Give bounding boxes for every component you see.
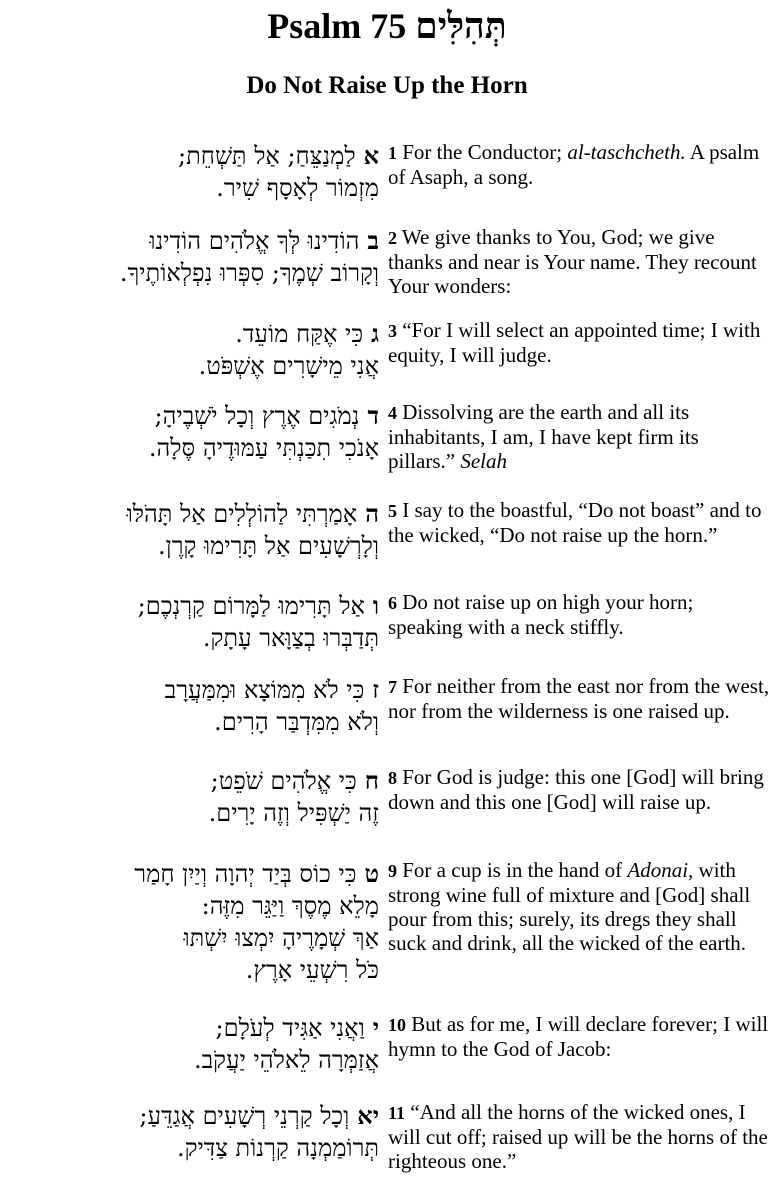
hebrew-line xyxy=(0,257,379,289)
hebrew-line xyxy=(0,706,379,738)
hebrew-line xyxy=(0,498,379,530)
hebrew-text: אָנֹכִי תִכַּנְתִּי עַמּוּדֶיהָ סֶּלָה. xyxy=(148,434,379,462)
verse-text-continued: with strong wine full of mixture and [God] shall pour from this; surely, its dregs they shall suck and drink, all the wicked of the earth. xyxy=(388,858,751,955)
hebrew-text: זֶה יַשְׁפִּיל וְזֶה יָרִים. xyxy=(208,799,379,827)
verse-text: For neither from the east nor from the west, nor from the wilderness is one raised up. xyxy=(388,674,770,723)
hebrew-line xyxy=(0,858,379,890)
hebrew-line xyxy=(0,765,379,797)
verse-english xyxy=(388,674,770,723)
hebrew-line xyxy=(0,1044,379,1076)
hebrew-text: וְלֹא מִמִּדְבַּר הָרִים. xyxy=(214,708,379,736)
verse-letter: י xyxy=(372,1013,379,1042)
title-english: Psalm 75 xyxy=(267,6,407,46)
hebrew-line xyxy=(0,225,379,257)
hebrew-text: וְקָרוֹב שְׁמֶךָ; סִפְּרוּ נִפְלְאוֹתֶיךָ. xyxy=(119,259,379,287)
hebrew-text: לַמְנַצֵּחַ; אַל תַּשְׁחֵת; xyxy=(178,142,356,170)
verse-hebrew xyxy=(0,1012,379,1076)
hebrew-text: הוֹדִינוּ לְּךָ אֱלֹהִים הוֹדִינוּ xyxy=(149,227,360,255)
hebrew-line xyxy=(0,350,379,382)
verse-number: 10 xyxy=(388,1015,406,1035)
hebrew-text: מִזְמוֹר לְאָסָף שִׁיר. xyxy=(216,174,379,202)
verse-english xyxy=(388,1100,770,1173)
page-subtitle: Do Not Raise Up the Horn xyxy=(246,72,528,99)
verse-text: “And all the horns of the wicked ones, I will cut off; raised up will be the horns of the righteous one.” xyxy=(388,1100,768,1173)
hebrew-line xyxy=(0,172,379,204)
hebrew-text: וְלָרְשָׁעִים אַל תָּרִימוּ קָרֶן. xyxy=(158,532,379,560)
verse-number: 9 xyxy=(388,861,397,881)
verse-hebrew xyxy=(0,498,379,562)
verse-text: Do not raise up on high your horn; speaking with a neck stiffly. xyxy=(388,590,694,639)
verse-english xyxy=(388,1012,770,1061)
verse-text: Dissolving are the earth and all its inhabitants, I am, I have kept firm its pillars.” xyxy=(388,400,699,473)
verse-english xyxy=(388,498,770,547)
verse-hebrew xyxy=(0,590,379,654)
verse-hebrew xyxy=(0,858,379,986)
hebrew-text: כִּי כוֹס בְּיַד יְהוָה וְיַיִן חָמַר xyxy=(134,860,357,888)
verse-text: I say to the boastful, “Do not boast” and to the wicked, “Do not raise up the horn.” xyxy=(388,498,762,547)
verse-english xyxy=(388,765,770,814)
verse-letter: ח xyxy=(364,766,379,795)
hebrew-line xyxy=(0,797,379,829)
verse-letter: ב xyxy=(367,226,379,255)
hebrew-line xyxy=(0,432,379,464)
hebrew-text: כֹּל רִשְׁעֵי אָרֶץ. xyxy=(245,956,379,984)
verse-text: For God is judge: this one [God] will bring down and this one [God] will raise up. xyxy=(388,765,764,814)
verse-english xyxy=(388,225,770,298)
hebrew-text: כִּי אֱלֹהִים שֹׁפֵט; xyxy=(210,767,357,795)
hebrew-line xyxy=(0,890,379,922)
verse-letter: א xyxy=(363,141,379,170)
verse-hebrew xyxy=(0,1100,379,1164)
verse-text-italic: al-taschcheth. xyxy=(567,140,686,164)
hebrew-line xyxy=(0,530,379,562)
verse-hebrew xyxy=(0,318,379,382)
hebrew-line xyxy=(0,922,379,954)
verse-english xyxy=(388,318,770,367)
verse-text: But as for me, I will declare forever; I will hymn to the God of Jacob: xyxy=(388,1012,769,1061)
hebrew-line xyxy=(0,1012,379,1044)
hebrew-text: אֲנִי מֵישָׁרִים אֶשְׁפֹּט. xyxy=(198,352,379,380)
verse-hebrew xyxy=(0,225,379,289)
verse-number: 1 xyxy=(388,143,397,163)
hebrew-line xyxy=(0,140,379,172)
verse-english xyxy=(388,140,770,189)
verse-number: 2 xyxy=(388,228,397,248)
hebrew-text: תְּדַבְּרוּ בְצַוָּאר עָתָק. xyxy=(202,624,379,652)
hebrew-text: אֲזַמְּרָה לֵאלֹהֵי יַעֲקֹב. xyxy=(193,1046,379,1074)
hebrew-text: נְמֹגִים אֶרֶץ וְכָל יֹשְׁבֶיהָ; xyxy=(154,402,360,430)
hebrew-line xyxy=(0,318,379,350)
verse-hebrew xyxy=(0,400,379,464)
verse-text: For the Conductor; xyxy=(397,140,568,164)
verse-hebrew xyxy=(0,674,379,738)
verse-english xyxy=(388,858,770,955)
hebrew-text: מָלֵא מֶסֶךְ וַיַּגֵּר מִזֶּה: xyxy=(201,892,379,920)
hebrew-text: אָמַרְתִּי לַהוֹלְלִים אַל תָּהֹלּוּ xyxy=(126,500,358,528)
verse-number: 8 xyxy=(388,768,397,788)
verse-text-italic: Selah xyxy=(460,449,507,473)
verse-letter: ה xyxy=(365,499,379,528)
page-title xyxy=(0,4,774,48)
hebrew-text: תְּרוֹמַמְנָה קַרְנוֹת צַדִּיק. xyxy=(177,1134,379,1162)
verse-english xyxy=(388,590,770,639)
verse-number: 6 xyxy=(388,593,397,613)
verse-number: 5 xyxy=(388,501,397,521)
verse-number: 4 xyxy=(388,403,397,423)
verse-text: We give thanks to You, God; we give thanks and near is Your name. They recount Your wonders: xyxy=(388,225,757,298)
verse-letter: ג xyxy=(371,319,379,348)
verse-text-continued: A psalm of Asaph, a song. xyxy=(388,140,760,189)
hebrew-text: כִּי לֹא מִמּוֹצָא וּמִמַּעֲרָב xyxy=(164,676,365,704)
verse-hebrew xyxy=(0,765,379,829)
hebrew-text: אַל תָּרִימוּ לַמָּרוֹם קַרְנְכֶם; xyxy=(137,592,365,620)
hebrew-text: כִּי אֶקַּח מוֹעֵד. xyxy=(235,320,364,348)
hebrew-text: אַךְ שְׁמָרֶיהָ יִמְצוּ יִשְׁתּוּ xyxy=(183,924,379,952)
verse-text: “For I will select an appointed time; I with equity, I will judge. xyxy=(388,318,761,367)
hebrew-line xyxy=(0,1132,379,1164)
verse-letter: ט xyxy=(364,859,379,888)
verse-letter: ז xyxy=(372,675,379,704)
hebrew-line xyxy=(0,1100,379,1132)
title-hebrew: תְּהִלִּים xyxy=(415,5,507,47)
hebrew-line xyxy=(0,954,379,986)
hebrew-text: וְכָל קַרְנֵי רְשָׁעִים אֲגַדֵּעַ; xyxy=(139,1102,350,1130)
hebrew-line xyxy=(0,590,379,622)
verse-number: 11 xyxy=(388,1103,406,1123)
verse-letter: יא xyxy=(357,1101,379,1130)
hebrew-line xyxy=(0,400,379,432)
verse-english xyxy=(388,400,770,473)
hebrew-line xyxy=(0,622,379,654)
verse-text-italic: Adonai, xyxy=(627,858,694,882)
verse-text: For a cup is in the hand of xyxy=(397,858,628,882)
verse-number: 3 xyxy=(388,321,397,341)
hebrew-text: וַאֲנִי אַגִּיד לְעֹלָם; xyxy=(215,1014,365,1042)
hebrew-line xyxy=(0,674,379,706)
verse-number: 7 xyxy=(388,677,397,697)
verse-letter: ו xyxy=(372,591,379,620)
verse-letter: ד xyxy=(367,401,379,430)
verse-hebrew xyxy=(0,140,379,204)
